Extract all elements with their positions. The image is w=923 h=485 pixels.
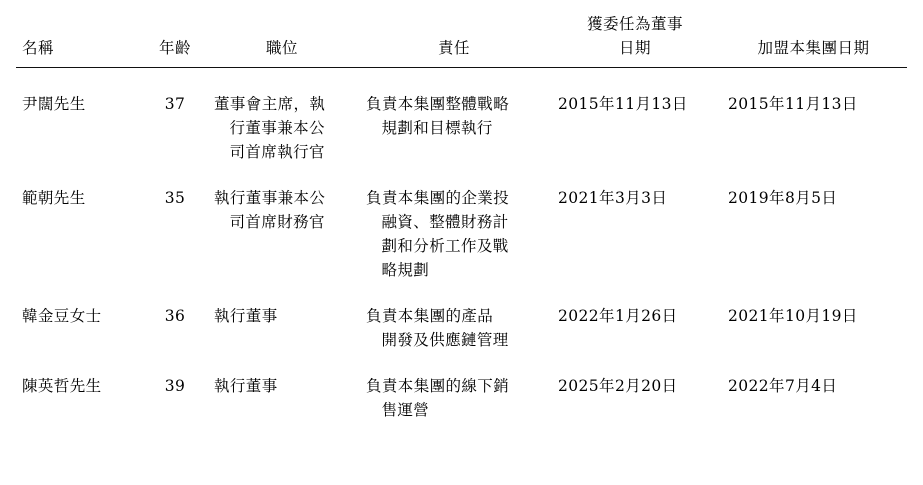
cell-name: 陳英哲先生 [22, 377, 102, 396]
cell-name: 範朝先生 [22, 189, 86, 208]
cell-responsibility-line: 負責本集團的線下銷 [366, 377, 510, 396]
column-header-appointment-date [550, 8, 720, 68]
header-row [16, 8, 907, 68]
table-row [16, 68, 907, 165]
column-header-age [144, 8, 206, 68]
cell-join-date [720, 282, 907, 352]
directors-table [16, 8, 907, 422]
column-header-responsibility-line-1: 責任 [437, 39, 470, 58]
cell-age: 36 [164, 307, 186, 326]
cell-join-date [720, 68, 907, 165]
column-header-appointment-date-line-1: 獲委任為董事 [586, 15, 683, 33]
cell-responsibility-line: 負責本集團的產品 [366, 307, 494, 326]
cell-title [206, 68, 358, 165]
table-body [16, 68, 907, 423]
cell-title-line: 執行董事 [214, 307, 278, 326]
cell-join-date [720, 164, 907, 282]
column-header-join-date [720, 8, 907, 68]
cell-join-date-line: 2021年10月19日 [728, 307, 858, 326]
column-header-age-line-1: 年齡 [158, 39, 191, 58]
cell-title [206, 282, 358, 352]
cell-responsibility-line: 略規劃 [381, 261, 430, 280]
column-header-join-date-line-1: 加盟本集團日期 [757, 39, 870, 58]
column-header-appointment-date-line-2: 日期 [618, 39, 651, 58]
table-row [16, 282, 907, 352]
cell-age: 35 [164, 189, 186, 208]
cell-responsibility [358, 164, 550, 282]
cell-age: 37 [164, 95, 186, 114]
cell-appointment-date-line: 2015年11月13日 [558, 95, 688, 114]
cell-age: 39 [164, 377, 186, 396]
cell-title-line: 司首席財務官 [229, 213, 325, 232]
cell-title [206, 164, 358, 282]
cell-responsibility-line: 融資、整體財務計 [381, 213, 509, 232]
column-header-responsibility [358, 8, 550, 68]
cell-appointment-date [550, 282, 720, 352]
cell-appointment-date-line: 2022年1月26日 [558, 307, 678, 326]
cell-title-line: 司首席執行官 [229, 143, 325, 162]
cell-title [206, 352, 358, 422]
cell-responsibility-line: 負責本集團的企業投 [366, 189, 510, 208]
cell-join-date-line: 2022年7月4日 [728, 377, 838, 396]
cell-responsibility-line: 規劃和目標執行 [381, 119, 493, 138]
cell-appointment-date [550, 164, 720, 282]
cell-responsibility [358, 352, 550, 422]
column-header-name-line-1: 名稱 [22, 39, 55, 58]
column-header-title-line-1: 職位 [265, 39, 298, 58]
cell-responsibility-line: 負責本集團整體戰略 [366, 95, 510, 114]
column-header-name [16, 8, 144, 68]
cell-responsibility [358, 282, 550, 352]
cell-appointment-date-line: 2025年2月20日 [558, 377, 678, 396]
cell-title-line: 董事會主席，執 [214, 95, 326, 114]
cell-join-date-line: 2015年11月13日 [728, 95, 858, 114]
cell-title-line: 行董事兼本公 [229, 119, 325, 138]
cell-name: 韓金豆女士 [22, 307, 102, 326]
cell-title-line: 執行董事 [214, 377, 278, 396]
cell-responsibility-line: 劃和分析工作及戰 [381, 237, 509, 256]
cell-responsibility-line: 售運營 [381, 401, 430, 420]
cell-appointment-date [550, 352, 720, 422]
cell-join-date [720, 352, 907, 422]
table-row [16, 164, 907, 282]
cell-responsibility-line: 開發及供應鏈管理 [381, 331, 509, 350]
cell-appointment-date-line: 2021年3月3日 [558, 189, 668, 208]
cell-appointment-date [550, 68, 720, 165]
table-header [16, 8, 907, 68]
cell-title-line: 執行董事兼本公 [214, 189, 326, 208]
cell-name: 尹闊先生 [22, 95, 86, 114]
cell-responsibility [358, 68, 550, 165]
cell-join-date-line: 2019年8月5日 [728, 189, 838, 208]
table-row [16, 352, 907, 422]
column-header-title [206, 8, 358, 68]
